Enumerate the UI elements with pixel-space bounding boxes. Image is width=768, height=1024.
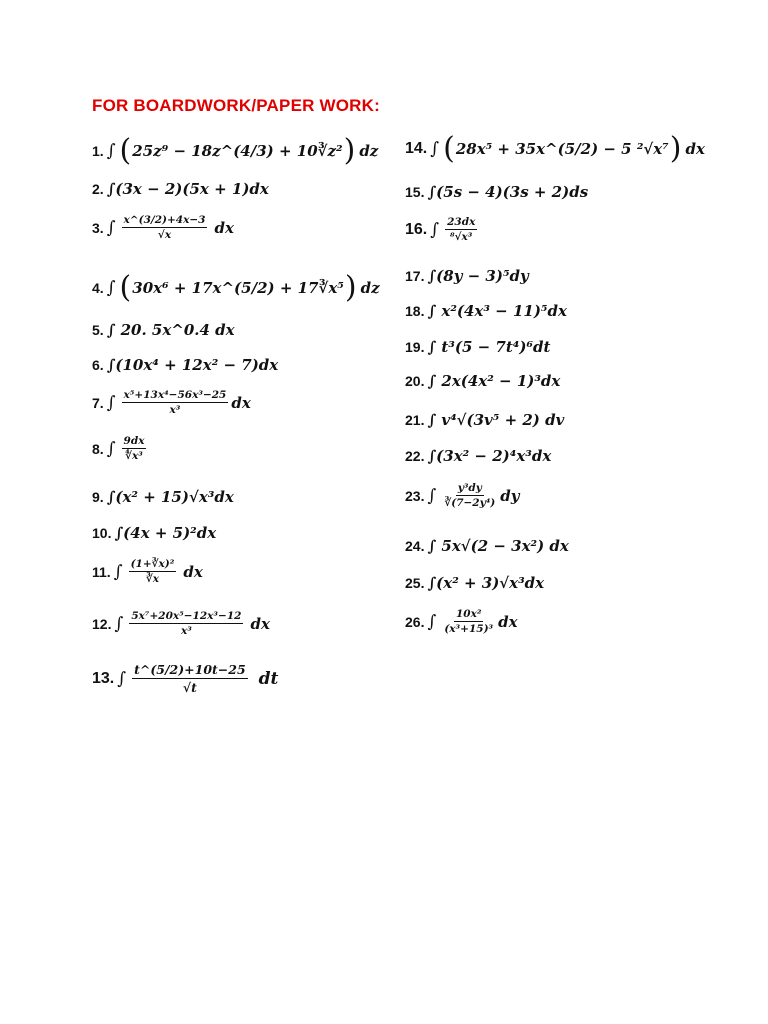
problem-7 (92, 389, 251, 416)
problem-expression: ∫(5s − 4)(3s + 2)ds (427, 183, 589, 201)
problem-11 (92, 558, 203, 585)
problem-expression: ∫ t^(5/2)+10t−25 √t dt (117, 662, 279, 695)
problem-13 (92, 662, 278, 695)
problem-number: 7. (92, 394, 104, 411)
problem-expression: ∫ ( 30x⁶ + 17x^(5/2) + 17∛x⁵ ) dz (106, 270, 380, 305)
problem-9 (92, 488, 234, 506)
problem-number: 11. (92, 563, 111, 580)
problem-20 (405, 372, 560, 390)
problem-expression: ∫ (1+∛x)² ∛x dx (113, 558, 203, 585)
problem-expression: ∫(3x − 2)(5x + 1)dx (106, 180, 269, 198)
problem-14 (405, 131, 705, 166)
problem-8 (92, 435, 149, 462)
problem-expression: ∫(4x + 5)²dx (114, 524, 217, 542)
problem-number: 13. (92, 669, 115, 687)
problem-23 (405, 482, 520, 509)
problem-number: 17. (405, 268, 425, 284)
problem-number: 4. (92, 280, 104, 296)
problem-number: 15. (405, 184, 425, 200)
problem-number: 8. (92, 440, 104, 457)
problem-number: 26. (405, 613, 425, 630)
problem-expression: ∫ x²(4x³ − 11)⁵dx (427, 302, 567, 320)
problem-expression: ∫ x⁵+13x⁴−56x³−25 x³ dx (106, 389, 251, 416)
problem-number: 22. (405, 448, 425, 464)
fraction: t^(5/2)+10t−25 √t (134, 662, 246, 695)
fraction: (1+∛x)² ∛x (130, 558, 175, 585)
problem-19 (405, 338, 550, 356)
problem-number: 14. (405, 140, 428, 157)
problem-number: 6. (92, 357, 104, 373)
problem-number: 9. (92, 489, 104, 505)
fraction: x^(3/2)+4x−3 √x (123, 214, 206, 241)
problem-expression: ∫ x^(3/2)+4x−3 √x dx (106, 214, 234, 241)
problem-expression: ∫ y³dy ∛(7−2y⁴) dy (427, 482, 520, 509)
problem-expression: ∫ 20. 5x^0.4 dx (106, 321, 235, 339)
problem-10 (92, 524, 216, 542)
problem-3 (92, 214, 234, 241)
problem-25 (405, 574, 544, 592)
problem-expression: ∫ 9dx ∜x³ (106, 435, 145, 462)
problem-expression: ∫ 2x(4x² − 1)³dx (427, 372, 561, 390)
problem-number: 1. (92, 143, 104, 159)
fraction: 9dx ∜x³ (123, 435, 145, 462)
problem-number: 16. (405, 220, 428, 238)
problem-number: 2. (92, 181, 104, 197)
problem-expression: ∫(x² + 15)√x³dx (106, 488, 234, 506)
problem-number: 20. (405, 373, 425, 389)
fraction: 10x² (x³+15)³ (444, 608, 494, 635)
fraction: y³dy ∛(7−2y⁴) (444, 482, 496, 509)
problem-expression: ∫ t³(5 − 7t⁴)⁶dt (427, 338, 551, 356)
fraction: 5x⁷+20x⁵−12x³−12 x³ (131, 610, 242, 637)
problem-1 (92, 133, 379, 168)
problem-number: 3. (92, 219, 104, 236)
problem-4 (92, 270, 380, 305)
worksheet-title: FOR BOARDWORK/PAPER WORK: (92, 96, 380, 115)
problem-number: 10. (92, 525, 112, 541)
problem-number: 19. (405, 339, 425, 355)
problem-22 (405, 447, 551, 465)
problem-number: 12. (92, 615, 112, 632)
problem-16 (405, 216, 480, 243)
problem-expression: ∫ ( 25z⁹ − 18z^(4/3) + 10∛z² ) dz (106, 133, 379, 168)
problem-expression: ∫(8y − 3)⁵dy (427, 267, 529, 285)
problem-expression: ∫ 5x√(2 − 3x²) dx (427, 537, 569, 555)
problem-2 (92, 180, 269, 198)
problem-expression: ∫(3x² − 2)⁴x³dx (427, 447, 552, 465)
problem-expression: ∫ v⁴√(3v⁵ + 2) dv (427, 411, 565, 429)
problem-17 (405, 267, 529, 285)
problem-number: 24. (405, 538, 425, 554)
fraction: x⁵+13x⁴−56x³−25 x³ (123, 389, 227, 416)
problem-number: 25. (405, 575, 425, 591)
problem-number: 21. (405, 412, 425, 428)
problem-expression: ∫ 5x⁷+20x⁵−12x³−12 x³ dx (114, 610, 270, 637)
problem-expression: ∫(10x⁴ + 12x² − 7)dx (106, 356, 279, 374)
problem-expression: ∫ 23dx ⁸√x³ (430, 216, 476, 243)
problem-6 (92, 356, 278, 374)
problem-21 (405, 411, 564, 429)
fraction: 23dx ⁸√x³ (447, 216, 476, 243)
problem-12 (92, 610, 270, 637)
problem-number: 5. (92, 322, 104, 338)
problem-24 (405, 537, 569, 555)
problem-expression: ∫(x² + 3)√x³dx (427, 574, 545, 592)
problem-number: 23. (405, 487, 425, 504)
problem-26 (405, 608, 518, 635)
problem-expression: ∫ ( 28x⁵ + 35x^(5/2) − 5 ²√x⁷ ) dx (430, 131, 705, 166)
problem-expression: ∫ 10x² (x³+15)³ dx (427, 608, 518, 635)
problem-5 (92, 321, 235, 339)
problem-15 (405, 183, 588, 201)
problem-number: 18. (405, 303, 425, 319)
problem-18 (405, 302, 567, 320)
